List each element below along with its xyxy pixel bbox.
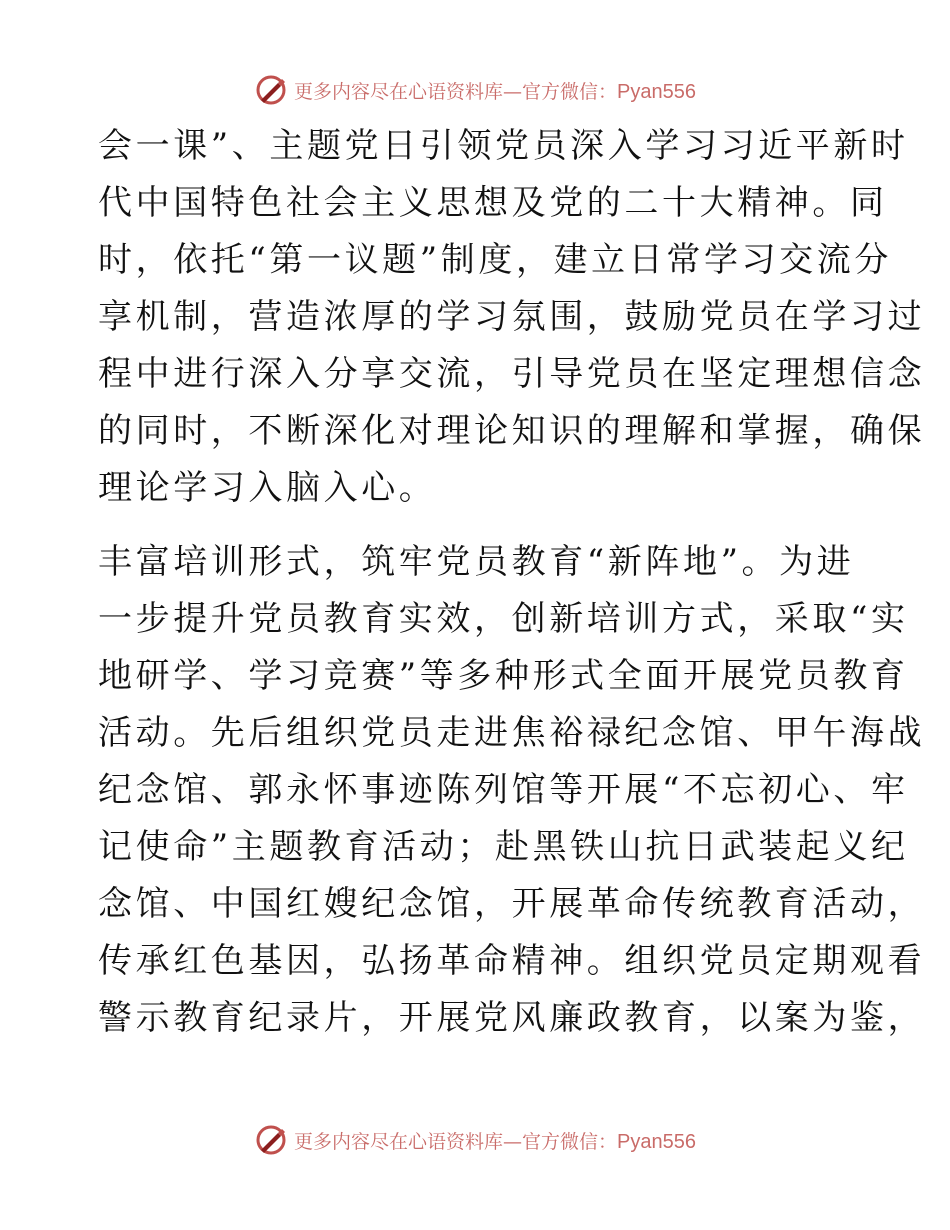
text-line: 的同时，不断深化对理论知识的理解和掌握，确保 [98, 411, 926, 451]
text-line: 记使命”主题教育活动；赴黑铁山抗日武装起义纪 [98, 827, 909, 867]
text-line: 时，依托“第一议题”制度，建立日常学习交流分 [98, 240, 892, 280]
paragraph-1 [98, 118, 926, 517]
pen-circle-logo-icon [254, 1123, 288, 1157]
text-line: 念馆、中国红嫂纪念馆，开展革命传统教育活动， [98, 884, 926, 924]
watermark-text-cn: 更多内容尽在心语资料库 [294, 80, 504, 103]
watermark-text-cn2: 官方微信： [522, 1130, 618, 1153]
text-line: 传承红色基因，弘扬革命精神。组织党员定期观看 [98, 941, 926, 981]
text-line: 活动。先后组织党员走进焦裕禄纪念馆、甲午海战 [98, 713, 926, 753]
text-line: 会一课”、主题党日引领党员深入学习习近平新时 [98, 126, 909, 166]
paragraph-2 [98, 534, 926, 1104]
text-line: 地研学、学习竞赛”等多种形式全面开展党员教育 [98, 656, 909, 696]
footer-watermark [0, 1120, 950, 1160]
watermark-wechat-id: Pyan556 [617, 1130, 696, 1153]
header-watermark [0, 70, 950, 110]
pen-circle-logo-icon [254, 73, 288, 107]
text-line: 享机制，营造浓厚的学习氛围，鼓励党员在学习过 [98, 297, 926, 337]
watermark-text-cn: 更多内容尽在心语资料库 [294, 1130, 504, 1153]
watermark-text [294, 1127, 696, 1154]
watermark-text-cn2: 官方微信： [522, 80, 618, 103]
text-line: 一步提升党员教育实效，创新培训方式，采取“实 [98, 599, 909, 639]
text-line: 代中国特色社会主义思想及党的二十大精神。同 [98, 183, 888, 223]
text-line [98, 1047, 858, 1104]
text-line: 警示教育纪录片，开展党风廉政教育，以案为鉴， [98, 998, 926, 1038]
watermark-wechat-id: Pyan556 [617, 80, 696, 103]
paragraph-spacer [98, 517, 858, 534]
document-body [98, 118, 926, 1104]
watermark-text [294, 77, 696, 104]
text-line: 纪念馆、郭永怀事迹陈列馆等开展“不忘初心、牢 [98, 770, 909, 810]
watermark-dash: — [503, 1130, 523, 1153]
text-line: 丰富培训形式，筑牢党员教育“新阵地”。为进 [98, 542, 855, 582]
watermark-dash: — [503, 80, 523, 103]
text-line: 理论学习入脑入心。 [98, 468, 437, 508]
text-line: 程中进行深入分享交流，引导党员在坚定理想信念 [98, 354, 926, 394]
